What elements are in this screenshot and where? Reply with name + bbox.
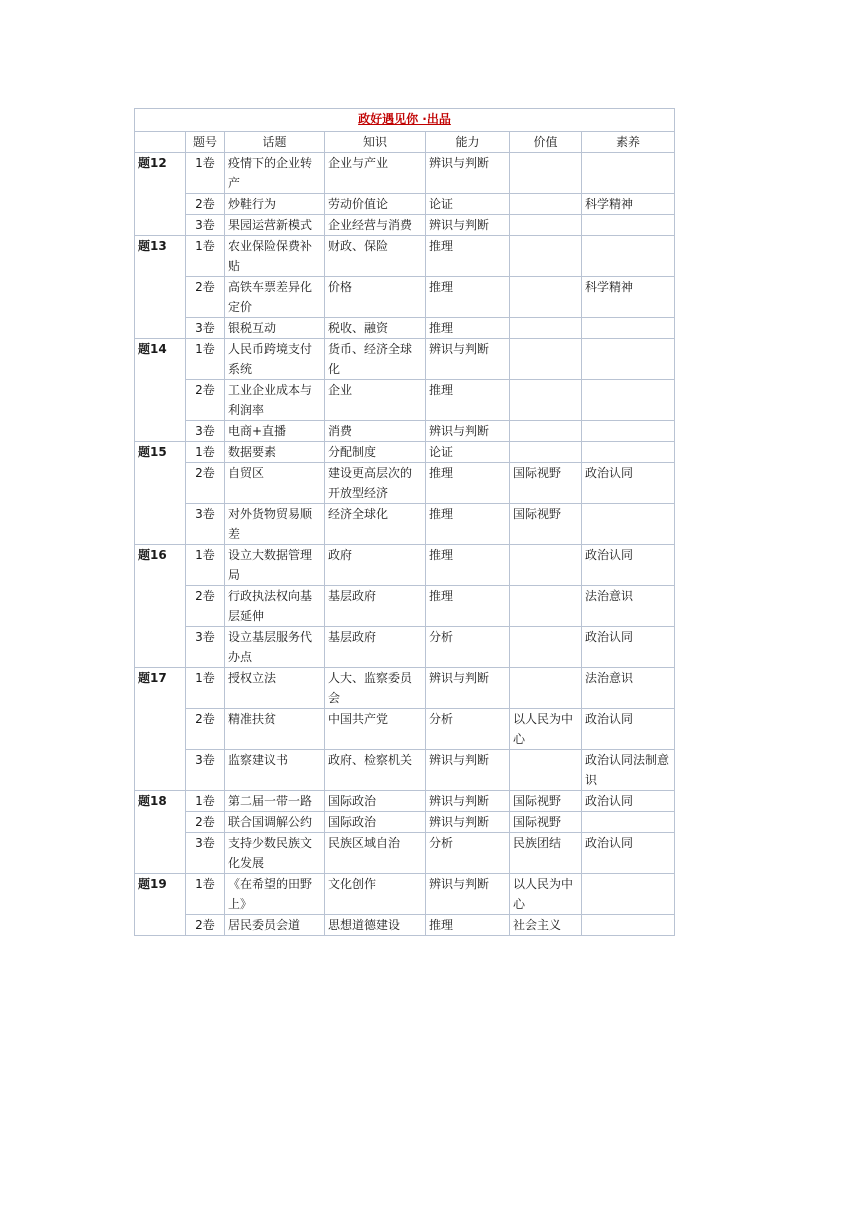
literacy-cell: 法治意识 bbox=[582, 586, 675, 627]
question-number-cell: 题12 bbox=[135, 153, 186, 236]
knowledge-cell: 文化创作 bbox=[325, 874, 426, 915]
ability-cell: 推理 bbox=[426, 586, 510, 627]
literacy-cell: 科学精神 bbox=[582, 277, 675, 318]
topic-subject-cell: 设立基层服务代办点 bbox=[225, 627, 325, 668]
table-row bbox=[135, 153, 675, 194]
topic-subject-cell: 果园运营新模式 bbox=[225, 215, 325, 236]
ability-cell: 辨识与判断 bbox=[426, 421, 510, 442]
value-cell bbox=[510, 442, 582, 463]
knowledge-cell: 国际政治 bbox=[325, 791, 426, 812]
topic-subject-cell: 授权立法 bbox=[225, 668, 325, 709]
header-cell: 知识 bbox=[325, 132, 426, 153]
table-row bbox=[135, 586, 675, 627]
topic-subject-cell: 居民委员会道 bbox=[225, 915, 325, 936]
ability-cell: 辨识与判断 bbox=[426, 153, 510, 194]
question-number-cell: 题16 bbox=[135, 545, 186, 668]
paper-cell: 3卷 bbox=[186, 750, 225, 791]
value-cell bbox=[510, 194, 582, 215]
knowledge-cell: 建设更高层次的开放型经济 bbox=[325, 463, 426, 504]
value-cell bbox=[510, 153, 582, 194]
paper-cell: 2卷 bbox=[186, 463, 225, 504]
value-cell: 社会主义 bbox=[510, 915, 582, 936]
table-row bbox=[135, 277, 675, 318]
value-cell bbox=[510, 421, 582, 442]
topic-subject-cell: 监察建议书 bbox=[225, 750, 325, 791]
header-cell: 价值 bbox=[510, 132, 582, 153]
table-row bbox=[135, 194, 675, 215]
paper-cell: 3卷 bbox=[186, 318, 225, 339]
value-cell bbox=[510, 339, 582, 380]
literacy-cell: 法治意识 bbox=[582, 668, 675, 709]
value-cell: 民族团结 bbox=[510, 833, 582, 874]
value-cell: 国际视野 bbox=[510, 463, 582, 504]
knowledge-cell: 劳动价值论 bbox=[325, 194, 426, 215]
topic-subject-cell: 疫情下的企业转产 bbox=[225, 153, 325, 194]
topic-subject-cell: 支持少数民族文化发展 bbox=[225, 833, 325, 874]
ability-cell: 推理 bbox=[426, 463, 510, 504]
ability-cell: 推理 bbox=[426, 504, 510, 545]
table-row bbox=[135, 874, 675, 915]
topic-subject-cell: 第二届一带一路 bbox=[225, 791, 325, 812]
paper-cell: 2卷 bbox=[186, 915, 225, 936]
knowledge-cell: 民族区域自治 bbox=[325, 833, 426, 874]
ability-cell: 辨识与判断 bbox=[426, 339, 510, 380]
topic-subject-cell: 对外货物贸易顺差 bbox=[225, 504, 325, 545]
ability-cell: 推理 bbox=[426, 318, 510, 339]
knowledge-cell: 中国共产党 bbox=[325, 709, 426, 750]
paper-cell: 2卷 bbox=[186, 812, 225, 833]
knowledge-cell: 财政、保险 bbox=[325, 236, 426, 277]
value-cell bbox=[510, 215, 582, 236]
ability-cell: 辨识与判断 bbox=[426, 750, 510, 791]
knowledge-cell: 思想道德建设 bbox=[325, 915, 426, 936]
table-row bbox=[135, 504, 675, 545]
ability-cell: 辨识与判断 bbox=[426, 791, 510, 812]
header-cell bbox=[135, 132, 186, 153]
title-cell bbox=[135, 109, 675, 132]
ability-cell: 推理 bbox=[426, 915, 510, 936]
table-title: 政好遇见你 ·出品 bbox=[358, 112, 451, 126]
topic-subject-cell: 行政执法权向基层延伸 bbox=[225, 586, 325, 627]
paper-cell: 1卷 bbox=[186, 236, 225, 277]
ability-cell: 分析 bbox=[426, 627, 510, 668]
knowledge-cell: 经济全球化 bbox=[325, 504, 426, 545]
topic-subject-cell: 炒鞋行为 bbox=[225, 194, 325, 215]
knowledge-cell: 价格 bbox=[325, 277, 426, 318]
paper-cell: 1卷 bbox=[186, 874, 225, 915]
literacy-cell bbox=[582, 442, 675, 463]
literacy-cell bbox=[582, 339, 675, 380]
value-cell bbox=[510, 236, 582, 277]
table-row bbox=[135, 318, 675, 339]
knowledge-cell: 消费 bbox=[325, 421, 426, 442]
literacy-cell bbox=[582, 380, 675, 421]
topic-subject-cell: 工业企业成本与利润率 bbox=[225, 380, 325, 421]
knowledge-cell: 政府 bbox=[325, 545, 426, 586]
literacy-cell: 政治认同 bbox=[582, 545, 675, 586]
topic-subject-cell: 联合国调解公约 bbox=[225, 812, 325, 833]
literacy-cell: 科学精神 bbox=[582, 194, 675, 215]
topic-subject-cell: 高铁车票差异化定价 bbox=[225, 277, 325, 318]
value-cell: 国际视野 bbox=[510, 504, 582, 545]
header-cell: 能力 bbox=[426, 132, 510, 153]
title-row bbox=[135, 109, 675, 132]
paper-cell: 2卷 bbox=[186, 277, 225, 318]
ability-cell: 分析 bbox=[426, 709, 510, 750]
topic-subject-cell: 精准扶贫 bbox=[225, 709, 325, 750]
paper-cell: 3卷 bbox=[186, 421, 225, 442]
value-cell: 以人民为中心 bbox=[510, 874, 582, 915]
value-cell bbox=[510, 277, 582, 318]
paper-cell: 2卷 bbox=[186, 709, 225, 750]
value-cell bbox=[510, 318, 582, 339]
knowledge-cell: 基层政府 bbox=[325, 627, 426, 668]
table-row bbox=[135, 812, 675, 833]
literacy-cell bbox=[582, 153, 675, 194]
topic-subject-cell: 数据要素 bbox=[225, 442, 325, 463]
value-cell: 以人民为中心 bbox=[510, 709, 582, 750]
table-row bbox=[135, 791, 675, 812]
table-row bbox=[135, 442, 675, 463]
table-row bbox=[135, 709, 675, 750]
topic-subject-cell: 《在希望的田野上》 bbox=[225, 874, 325, 915]
table-row bbox=[135, 668, 675, 709]
value-cell bbox=[510, 668, 582, 709]
question-number-cell: 题17 bbox=[135, 668, 186, 791]
literacy-cell: 政治认同 bbox=[582, 709, 675, 750]
literacy-cell: 政治认同 bbox=[582, 791, 675, 812]
ability-cell: 论证 bbox=[426, 194, 510, 215]
literacy-cell bbox=[582, 812, 675, 833]
value-cell bbox=[510, 750, 582, 791]
paper-cell: 1卷 bbox=[186, 545, 225, 586]
ability-cell: 推理 bbox=[426, 380, 510, 421]
knowledge-cell: 企业与产业 bbox=[325, 153, 426, 194]
ability-cell: 推理 bbox=[426, 277, 510, 318]
value-cell: 国际视野 bbox=[510, 791, 582, 812]
exam-analysis-table bbox=[134, 108, 675, 936]
table-row bbox=[135, 215, 675, 236]
ability-cell: 论证 bbox=[426, 442, 510, 463]
question-number-cell: 题15 bbox=[135, 442, 186, 545]
literacy-cell bbox=[582, 215, 675, 236]
topic-subject-cell: 银税互动 bbox=[225, 318, 325, 339]
header-cell: 素养 bbox=[582, 132, 675, 153]
topic-subject-cell: 自贸区 bbox=[225, 463, 325, 504]
literacy-cell bbox=[582, 318, 675, 339]
knowledge-cell: 基层政府 bbox=[325, 586, 426, 627]
table-row bbox=[135, 627, 675, 668]
value-cell: 国际视野 bbox=[510, 812, 582, 833]
literacy-cell bbox=[582, 874, 675, 915]
literacy-cell: 政治认同 bbox=[582, 627, 675, 668]
table-row bbox=[135, 236, 675, 277]
knowledge-cell: 企业经营与消费 bbox=[325, 215, 426, 236]
paper-cell: 1卷 bbox=[186, 668, 225, 709]
literacy-cell bbox=[582, 421, 675, 442]
literacy-cell bbox=[582, 504, 675, 545]
table-row bbox=[135, 750, 675, 791]
paper-cell: 1卷 bbox=[186, 442, 225, 463]
table-row bbox=[135, 380, 675, 421]
knowledge-cell: 分配制度 bbox=[325, 442, 426, 463]
paper-cell: 3卷 bbox=[186, 833, 225, 874]
knowledge-cell: 国际政治 bbox=[325, 812, 426, 833]
table-row bbox=[135, 915, 675, 936]
ability-cell: 分析 bbox=[426, 833, 510, 874]
literacy-cell bbox=[582, 236, 675, 277]
question-number-cell: 题14 bbox=[135, 339, 186, 442]
paper-cell: 1卷 bbox=[186, 153, 225, 194]
header-cell: 题号 bbox=[186, 132, 225, 153]
paper-cell: 2卷 bbox=[186, 380, 225, 421]
paper-cell: 1卷 bbox=[186, 339, 225, 380]
value-cell bbox=[510, 586, 582, 627]
knowledge-cell: 税收、融资 bbox=[325, 318, 426, 339]
knowledge-cell: 人大、监察委员会 bbox=[325, 668, 426, 709]
paper-cell: 3卷 bbox=[186, 215, 225, 236]
knowledge-cell: 政府、检察机关 bbox=[325, 750, 426, 791]
value-cell bbox=[510, 627, 582, 668]
paper-cell: 3卷 bbox=[186, 504, 225, 545]
value-cell bbox=[510, 545, 582, 586]
ability-cell: 辨识与判断 bbox=[426, 874, 510, 915]
ability-cell: 辨识与判断 bbox=[426, 668, 510, 709]
table-row bbox=[135, 833, 675, 874]
table-row bbox=[135, 463, 675, 504]
ability-cell: 推理 bbox=[426, 236, 510, 277]
table-row bbox=[135, 421, 675, 442]
question-number-cell: 题13 bbox=[135, 236, 186, 339]
ability-cell: 辨识与判断 bbox=[426, 812, 510, 833]
paper-cell: 2卷 bbox=[186, 586, 225, 627]
topic-subject-cell: 农业保险保费补贴 bbox=[225, 236, 325, 277]
literacy-cell: 政治认同 bbox=[582, 463, 675, 504]
knowledge-cell: 货币、经济全球化 bbox=[325, 339, 426, 380]
topic-subject-cell: 人民币跨境支付系统 bbox=[225, 339, 325, 380]
header-cell: 话题 bbox=[225, 132, 325, 153]
document-table-container bbox=[134, 108, 674, 936]
literacy-cell bbox=[582, 915, 675, 936]
header-row bbox=[135, 132, 675, 153]
question-number-cell: 题19 bbox=[135, 874, 186, 936]
value-cell bbox=[510, 380, 582, 421]
paper-cell: 2卷 bbox=[186, 194, 225, 215]
question-number-cell: 题18 bbox=[135, 791, 186, 874]
knowledge-cell: 企业 bbox=[325, 380, 426, 421]
topic-subject-cell: 设立大数据管理局 bbox=[225, 545, 325, 586]
ability-cell: 推理 bbox=[426, 545, 510, 586]
table-row bbox=[135, 545, 675, 586]
paper-cell: 1卷 bbox=[186, 791, 225, 812]
literacy-cell: 政治认同 bbox=[582, 833, 675, 874]
ability-cell: 辨识与判断 bbox=[426, 215, 510, 236]
paper-cell: 3卷 bbox=[186, 627, 225, 668]
literacy-cell: 政治认同法制意识 bbox=[582, 750, 675, 791]
topic-subject-cell: 电商+直播 bbox=[225, 421, 325, 442]
table-row bbox=[135, 339, 675, 380]
